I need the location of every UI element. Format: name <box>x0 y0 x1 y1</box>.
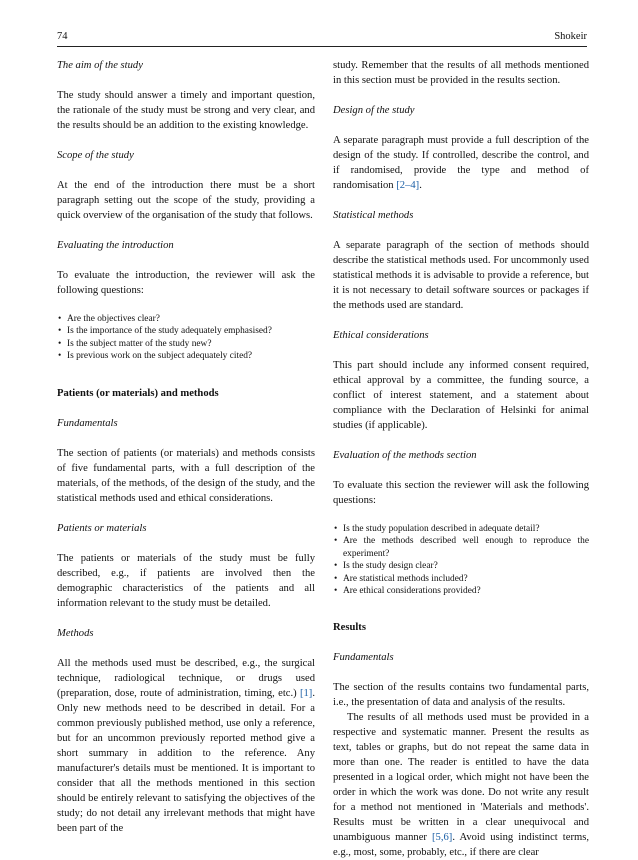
list-item: • Are the methods described well enough to reproduce the experiment? <box>333 535 589 560</box>
ethical-considerations-paragraph: This part should include any informed consent required, ethical approval by a committee, the funding source, a conflict of interest statement, and a statement about compliance with the Declaration of Helsinki for animal studies (if applicable). <box>333 360 589 431</box>
design-paragraph <box>333 133 589 193</box>
list-item: • Are statistical methods included? <box>333 573 589 585</box>
list-item: • Is the study design clear? <box>333 560 589 572</box>
evaluation-methods-heading: Evaluation of the methods section <box>333 450 477 461</box>
citation-link[interactable]: [1] <box>299 687 313 699</box>
methods-text-a: All the methods used must be described, e.g., the surgical technique, radiological technique, or drugs used (preparation, dose, route of administration, timing, etc.) <box>57 657 315 699</box>
section-heading-patients-methods: Patients (or materials) and methods <box>57 387 219 399</box>
introduction-questions-list <box>57 313 315 363</box>
left-column <box>57 58 315 836</box>
list-item: • Are ethical considerations provided? <box>333 585 589 597</box>
methods-heading: Methods <box>57 627 94 639</box>
methods-questions-list <box>333 523 589 597</box>
methods-text-b: . Only new methods need to be described in detail. For a common previously published method, use only a reference, but for an uncommon previously reported method give a short summary in addition to the reference. Any manufacturer's details must be mentioned. It is important to consider that all the methods mentioned in this section should be entirely relevant to satisfying the objectives of the study; do not detail any irrelevant methods that might have been part of the <box>57 687 315 834</box>
scope-heading: Scope of the study <box>57 150 134 161</box>
page-number: 74 <box>57 31 68 42</box>
evaluation-methods-paragraph: To evaluate this section the reviewer will ask the following questions: <box>333 480 589 506</box>
list-item: • Is previous work on the subject adequately cited? <box>57 350 315 362</box>
citation-link[interactable]: [5,6] <box>432 832 453 844</box>
results-fundamentals-heading: Fundamentals <box>333 652 394 664</box>
running-header <box>57 31 587 47</box>
evaluating-introduction-heading: Evaluating the introduction <box>57 240 174 251</box>
results-fundamentals-paragraph: The section of the results contains two fundamental parts, i.e., the presentation of data and analysis of the results. <box>333 682 589 709</box>
right-column <box>333 58 589 860</box>
statistical-methods-paragraph: A separate paragraph of the section of methods should describe the statistical methods used. For uncommonly used statistical methods it is advisable to provide a reference, but it is not necessary to detail software sources or packages if the methods used are standard. <box>333 240 589 311</box>
list-item: • Is the subject matter of the study new? <box>57 338 315 350</box>
list-item: • Are the objectives clear? <box>57 313 315 325</box>
statistical-methods-heading: Statistical methods <box>333 210 414 221</box>
aim-heading: The aim of the study <box>57 60 143 71</box>
design-text-a: A separate paragraph must provide a full description of the design of the study. If controlled, describe the control, and if randomised, provide the type and method of randomisation <box>333 135 589 191</box>
list-item: • Is the importance of the study adequately emphasised? <box>57 325 315 337</box>
evaluating-introduction-paragraph: To evaluate the introduction, the reviewer will ask the following questions: <box>57 270 315 296</box>
continued-paragraph: study. Remember that the results of all methods mentioned in this section must be provided in the results section. <box>333 60 589 86</box>
scope-paragraph: At the end of the introduction there must be a short paragraph setting out the scope of the study, providing a quick overview of the organisation of the study that follows. <box>57 180 315 221</box>
results-text-a: The results of all methods used must be provided in a respective and systematic manner. Present the results as text, tables or graphs, but do not repeat the same data in more than one. The reader is entitled to have the data presented in a logical order, which might not have been the order in which the work was done. Do not write any result for a method not mentioned in 'Materials and methods'. Results must be written in a clear unequivocal and unambiguous manner <box>333 712 589 844</box>
running-author: Shokeir <box>554 31 587 42</box>
patients-materials-paragraph: The patients or materials of the study must be fully described, e.g., if patients are involved then the demographic characteristics of the patients and all information relevant to the study must be detailed. <box>57 552 315 609</box>
results-paragraph <box>333 710 589 860</box>
section-heading-results: Results <box>333 622 366 634</box>
list-item: • Is the study population described in adequate detail? <box>333 523 589 535</box>
citation-link[interactable]: [2–4] <box>396 180 420 191</box>
patients-materials-heading: Patients or materials <box>57 522 147 534</box>
design-text-b: . <box>419 180 422 191</box>
ethical-considerations-heading: Ethical considerations <box>333 330 429 341</box>
fundamentals-paragraph: The section of patients (or materials) and methods consists of five fundamental parts, with a full description of the materials, of the methods, of the design of the study, and the statistical methods used and ethical considerations. <box>57 447 315 504</box>
aim-paragraph: The study should answer a timely and important question, the rationale of the study must be strong and very clear, and the results should be an addition to the existing knowledge. <box>57 90 315 131</box>
results-text-b: . Avoid using indistinct terms, e.g., most, some, probably, etc., if there are clear <box>333 832 589 859</box>
methods-paragraph <box>57 656 315 836</box>
design-heading: Design of the study <box>333 105 415 116</box>
fundamentals-heading: Fundamentals <box>57 417 118 429</box>
